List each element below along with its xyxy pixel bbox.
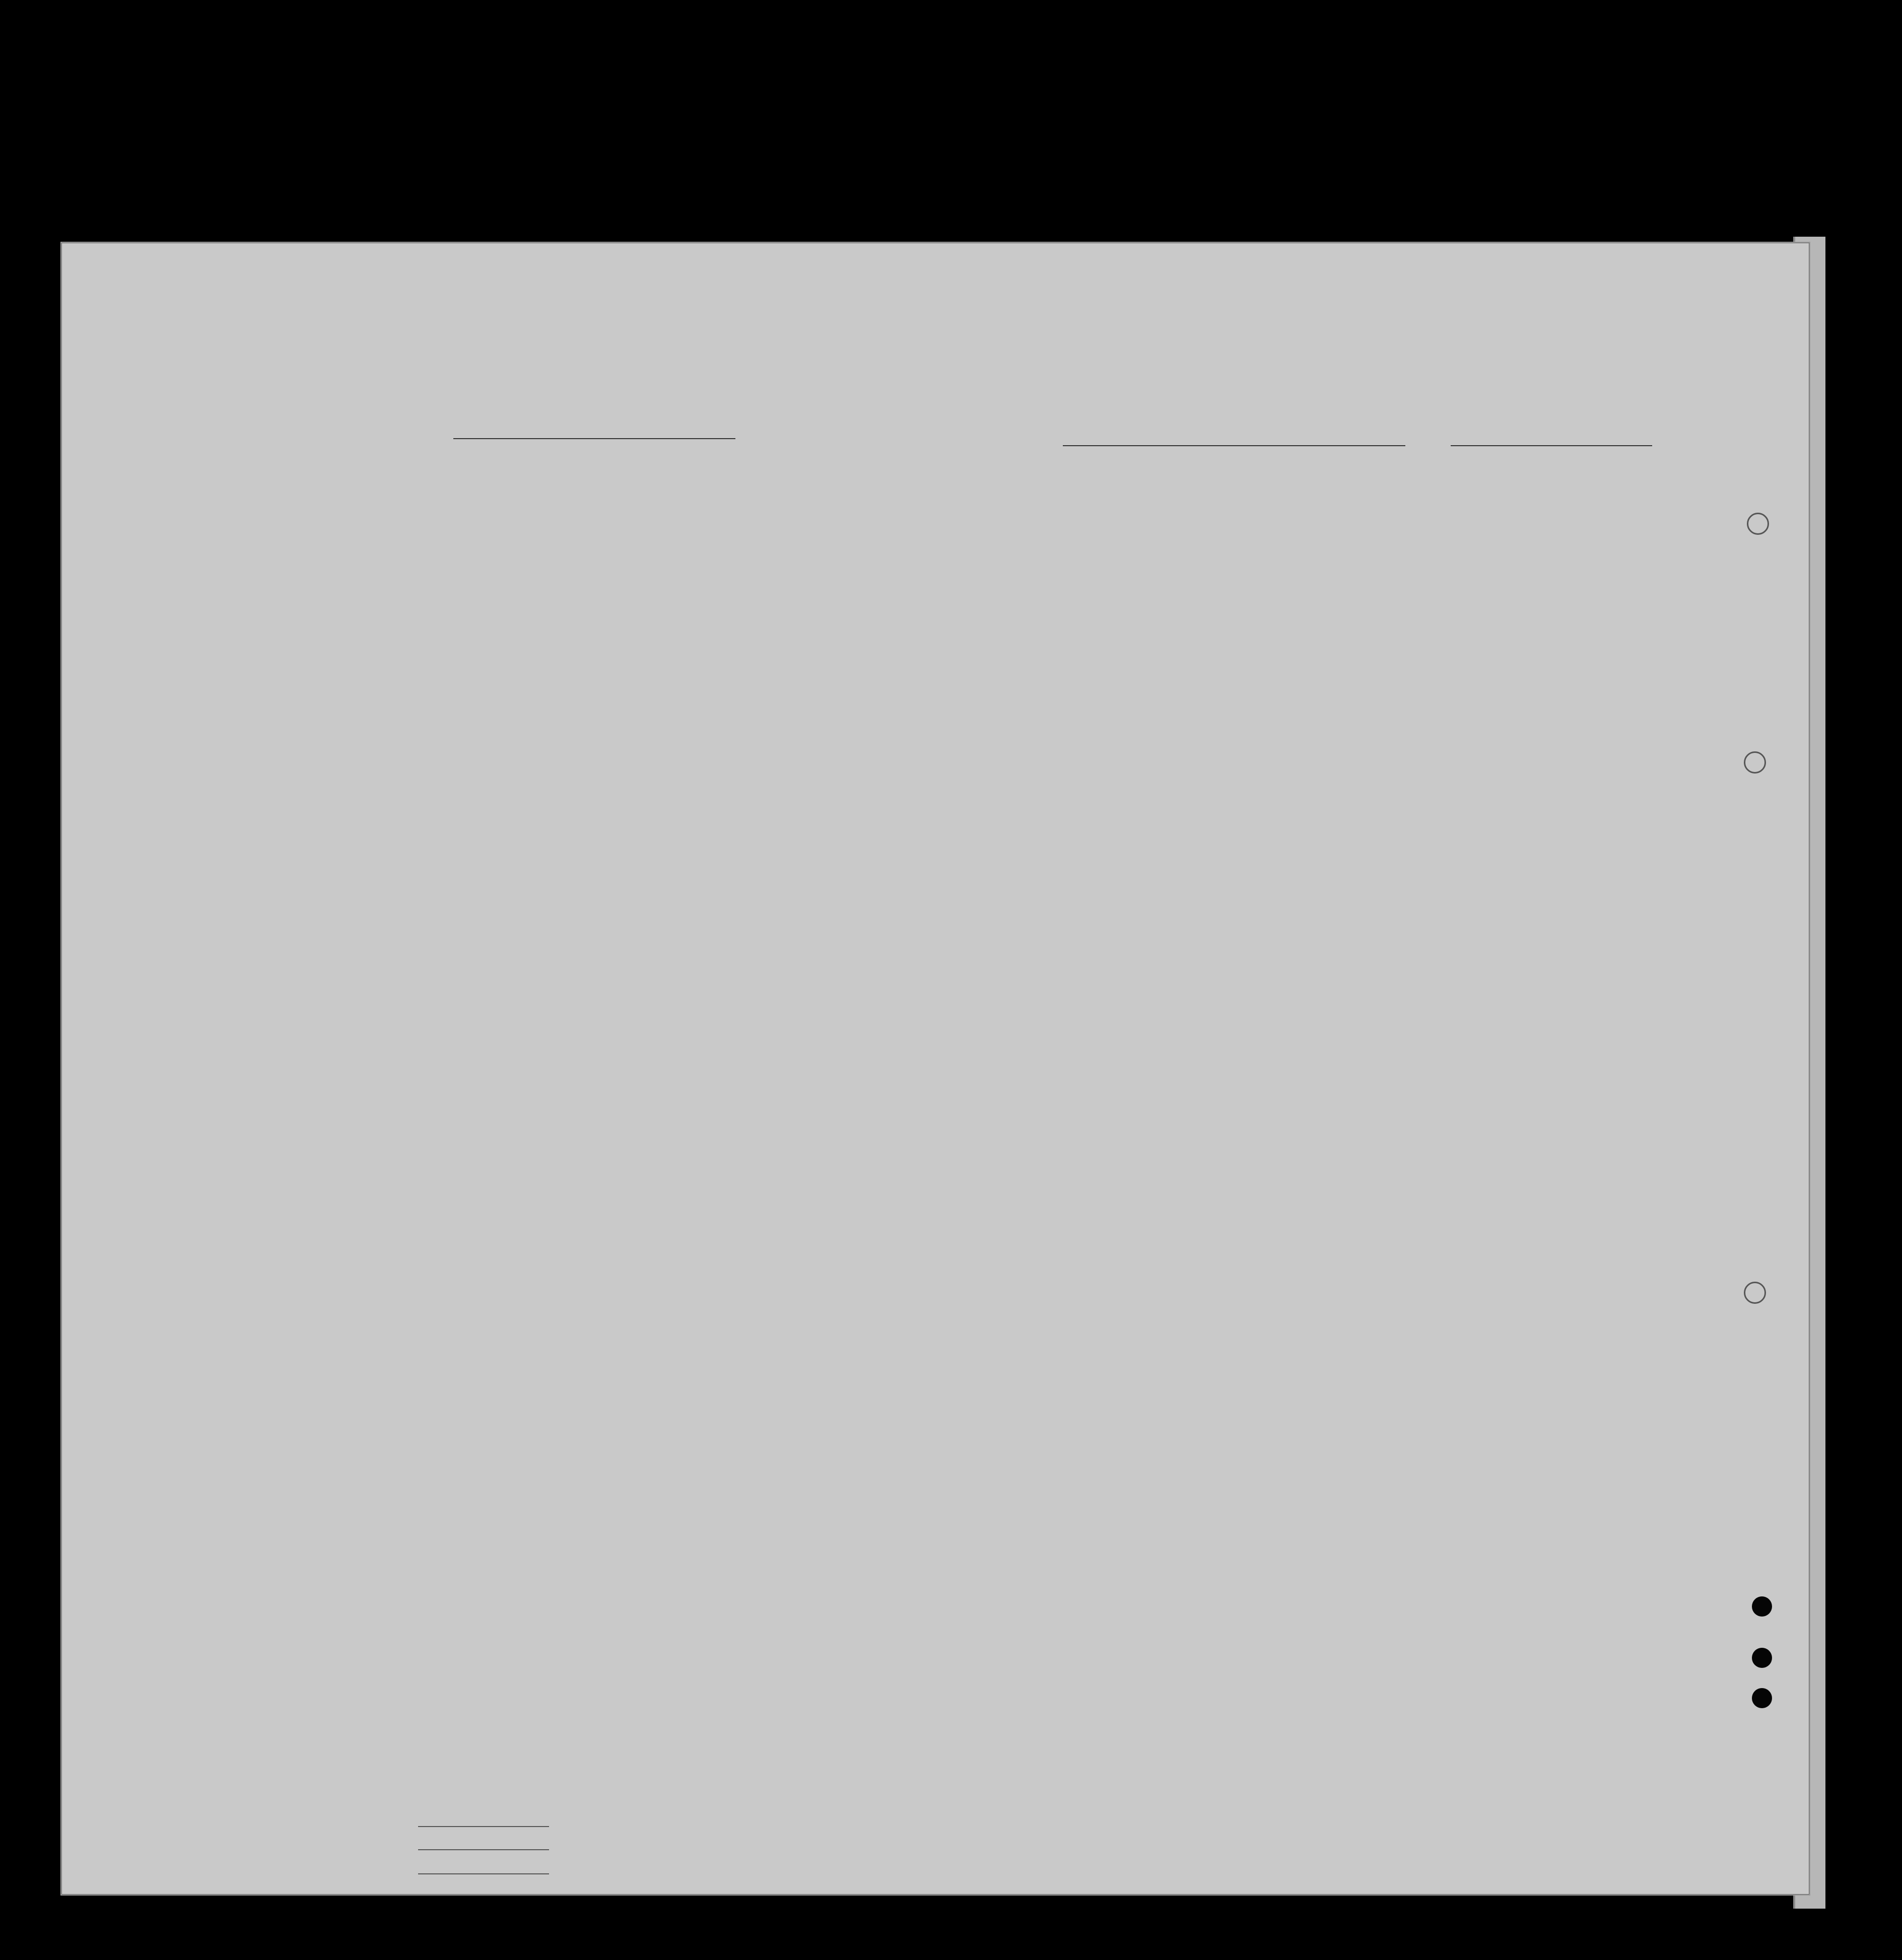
- manifest-sheet: [60, 242, 1810, 1896]
- binder-hole: [1752, 1596, 1772, 1617]
- binder-hole-open: [1747, 513, 1769, 535]
- binder-hole: [1752, 1688, 1772, 1708]
- binder-hole-open: [1744, 1282, 1766, 1304]
- binder-hole: [1752, 1648, 1772, 1668]
- binder-hole-open: [1744, 751, 1766, 774]
